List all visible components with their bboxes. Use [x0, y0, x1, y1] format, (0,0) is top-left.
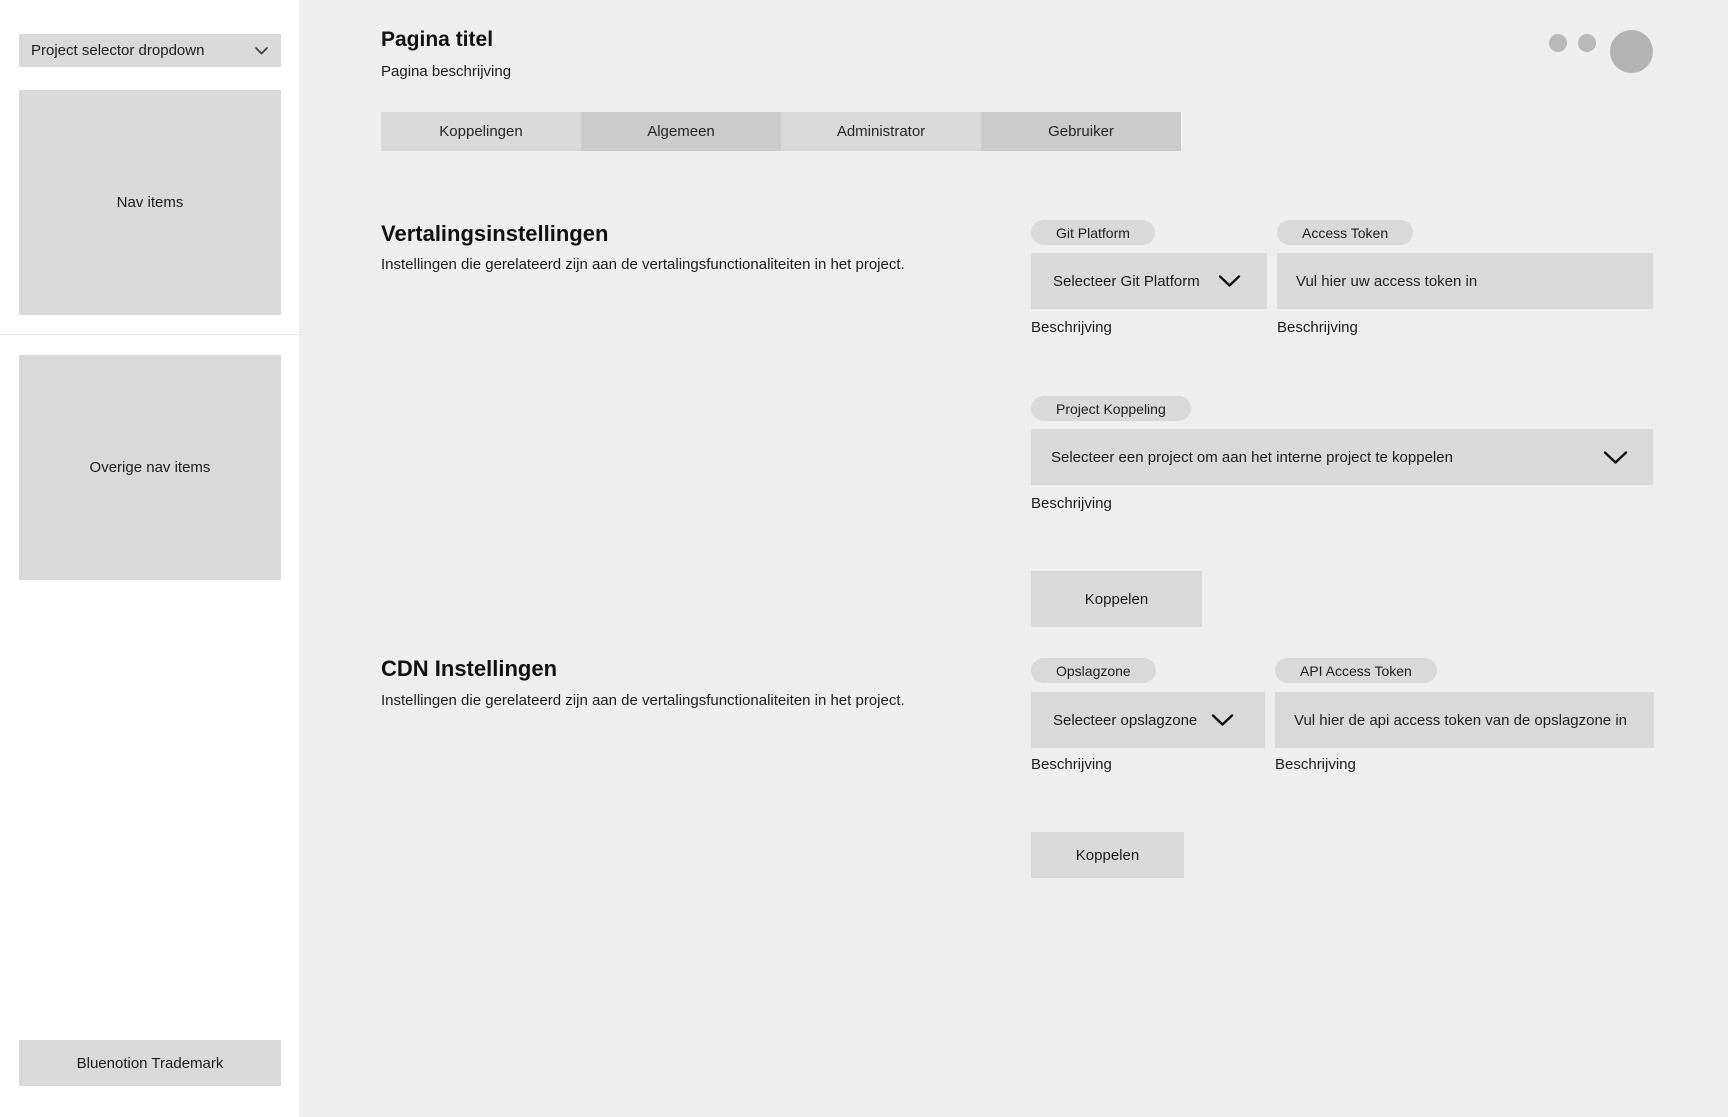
project-selector-dropdown[interactable]: [19, 34, 281, 67]
tab-label: Administrator: [836, 123, 926, 140]
help-text: Beschrijving: [1031, 756, 1112, 773]
page-description: Pagina beschrijving: [381, 63, 512, 80]
page-title: Pagina titel: [381, 28, 494, 51]
tab-gebruiker[interactable]: [981, 112, 1181, 151]
chevron-down-icon: [255, 47, 268, 55]
field-label-pill-project-koppeling: Project Koppeling: [1031, 396, 1191, 421]
section-title-vertalingsinstellingen: Vertalingsinstellingen: [381, 221, 609, 246]
koppelen-button-vertalingen[interactable]: Koppelen: [1031, 571, 1202, 627]
sidebar-divider: [0, 334, 300, 335]
field-label-pill-access-token: Access Token: [1277, 220, 1413, 245]
help-text: Beschrijving: [1277, 319, 1358, 336]
section-description: Instellingen die gerelateerd zijn aan de vertalingsfunctionaliteiten in het project.: [381, 692, 905, 709]
project-koppeling-select[interactable]: [1031, 429, 1653, 485]
access-token-field: [1277, 253, 1653, 309]
trademark-logo: [19, 1040, 281, 1086]
help-text: Beschrijving: [1031, 495, 1112, 512]
api-access-token-input[interactable]: [1275, 692, 1654, 748]
other-nav-items-label: Overige nav items: [89, 459, 211, 476]
project-koppeling-select-placeholder: Selecteer een project om aan het interne project te koppelen: [1051, 448, 1453, 466]
tab-bar: [381, 112, 1181, 151]
git-platform-select[interactable]: [1031, 253, 1267, 309]
tab-label: Algemeen: [647, 123, 715, 140]
section-description: Instellingen die gerelateerd zijn aan de vertalingsfunctionaliteiten in het project.: [381, 256, 905, 273]
api-access-token-field: [1275, 692, 1654, 748]
avatar[interactable]: [1610, 30, 1653, 73]
nav-items-label: Nav items: [116, 194, 184, 211]
opslagzone-select-placeholder: Selecteer opslagzone: [1053, 711, 1198, 729]
section-title-cdn-instellingen: CDN Instellingen: [381, 656, 558, 681]
help-text: Beschrijving: [1031, 319, 1112, 336]
access-token-input[interactable]: [1277, 253, 1653, 309]
tab-label: Gebruiker: [1048, 123, 1114, 140]
tab-algemeen[interactable]: [581, 112, 781, 151]
field-label-pill-opslagzone: Opslagzone: [1031, 658, 1156, 683]
opslagzone-select[interactable]: [1031, 692, 1265, 748]
trademark-label: Bluenotion Trademark: [76, 1054, 224, 1072]
project-selector-label: Project selector dropdown: [31, 42, 205, 59]
koppelen-button-cdn[interactable]: Koppelen: [1031, 832, 1184, 878]
tab-label: Koppelingen: [439, 123, 523, 140]
header-icon-circle-1[interactable]: [1549, 34, 1567, 52]
help-text: Beschrijving: [1275, 756, 1356, 773]
field-label-pill-api-access-token: API Access Token: [1275, 658, 1437, 683]
chevron-down-icon: [1603, 451, 1628, 464]
git-platform-select-placeholder: Selecteer Git Platform: [1053, 272, 1200, 290]
tab-koppelingen[interactable]: [381, 112, 581, 151]
chevron-down-icon: [1218, 275, 1241, 287]
tab-administrator[interactable]: [781, 112, 981, 151]
header-icon-circle-2[interactable]: [1578, 34, 1596, 52]
nav-items-placeholder[interactable]: [19, 90, 281, 315]
other-nav-items-placeholder[interactable]: [19, 355, 281, 580]
sidebar: [0, 0, 300, 1117]
field-label-pill-git-platform: Git Platform: [1031, 220, 1155, 245]
chevron-down-icon: [1211, 714, 1234, 726]
